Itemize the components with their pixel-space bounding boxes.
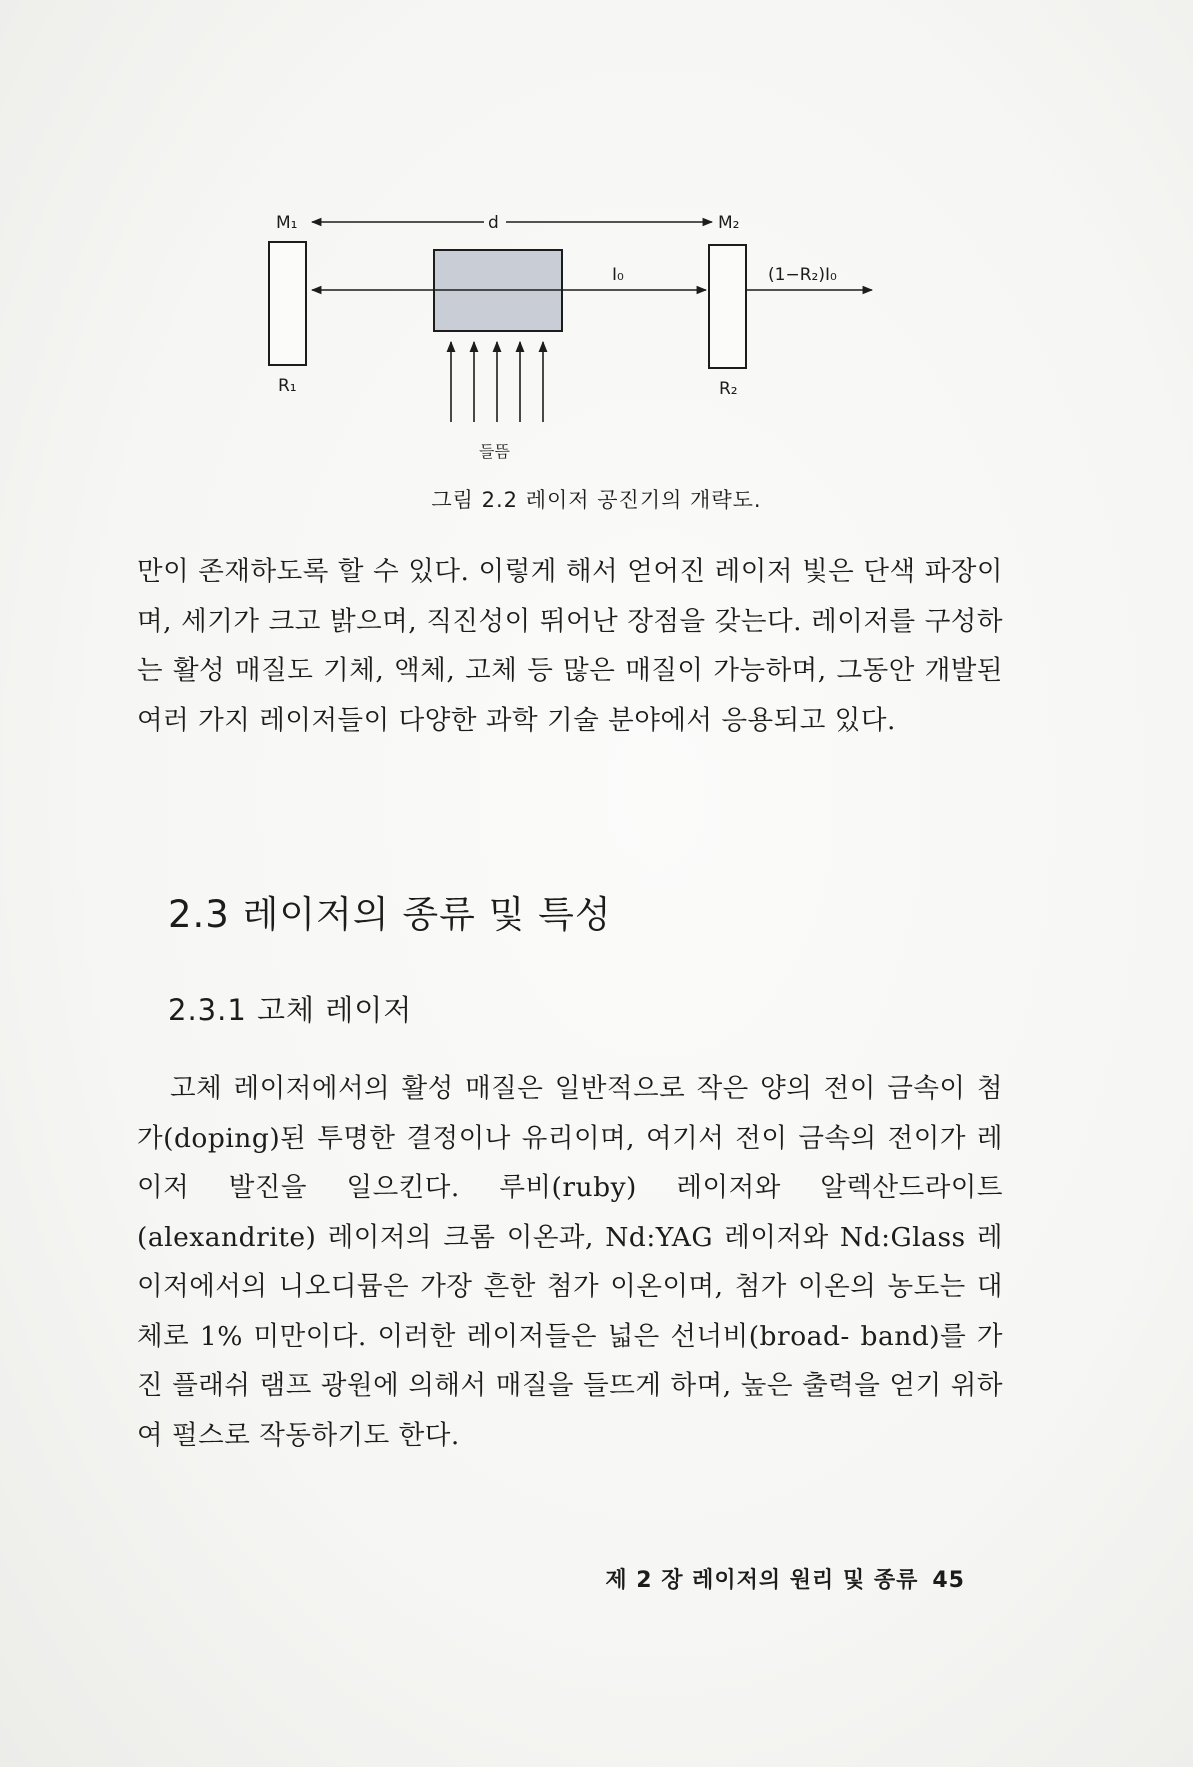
i0-label: I₀ xyxy=(612,265,624,285)
figure-caption: 그림 2.2 레이저 공진기의 개략도. xyxy=(431,488,762,512)
section-heading: 2.3 레이저의 종류 및 특성 xyxy=(168,893,612,936)
m2-label: M₂ xyxy=(718,213,740,233)
page-number: 45 xyxy=(932,1568,965,1593)
mirror-m2 xyxy=(709,245,746,368)
body-paragraph-1: 만이 존재하도록 할 수 있다. 이렇게 해서 얻어진 레이저 빛은 단색 파장이며, 세기가 크고 밝으며, 직진성이 뛰어난 장점을 갖는다. 레이저를 구성하는 활성 매질도 기체, 액체, 고체 등 많은 매질이 가능하며, 그동안 개발된 여러 가지 레이저들이 다양한 과학 기술 분야에서 응용되고 있다. xyxy=(137,556,1003,736)
output-label: (1−R₂)I₀ xyxy=(768,265,837,285)
running-chapter-title: 제 2 장 레이저의 원리 및 종류 xyxy=(605,1568,919,1593)
page-footer xyxy=(0,1563,965,1594)
body-paragraph-2: 고체 레이저에서의 활성 매질은 일반적으로 작은 양의 전이 금속이 첨가(doping)된 투명한 결정이나 유리이며, 여기서 전이 금속의 전이가 레이저 발진을 일으킨다. 루비(ruby) 레이저와 알렉산드라이트(alexandrite) 레이저의 크롬 이온과, Nd:YAG 레이저와 Nd:Glass 레이저에서의 니오디뮴은 가장 흔한 첨가 이온이며, 첨가 이온의 농도는 대체로 1% 미만이다. 이러한 레이저들은 넓은 선너비(broad- band)를 가진 플래쉬 램프 광원에 의해서 매질을 들뜨게 하며, 높은 출력을 얻기 위하여 펄스로 작동하기도 한다. xyxy=(137,1073,1003,1451)
subsection-heading: 2.3.1 고체 레이저 xyxy=(168,993,413,1027)
m1-label: M₁ xyxy=(276,213,298,233)
r2-label: R₂ xyxy=(719,379,738,399)
diagram-svg xyxy=(0,0,1193,470)
d-label: d xyxy=(488,213,499,233)
mirror-m1 xyxy=(269,242,306,365)
laser-resonator-diagram xyxy=(0,0,1193,520)
r1-label: R₁ xyxy=(278,376,297,396)
pump-label: 들뜸 xyxy=(479,442,510,461)
